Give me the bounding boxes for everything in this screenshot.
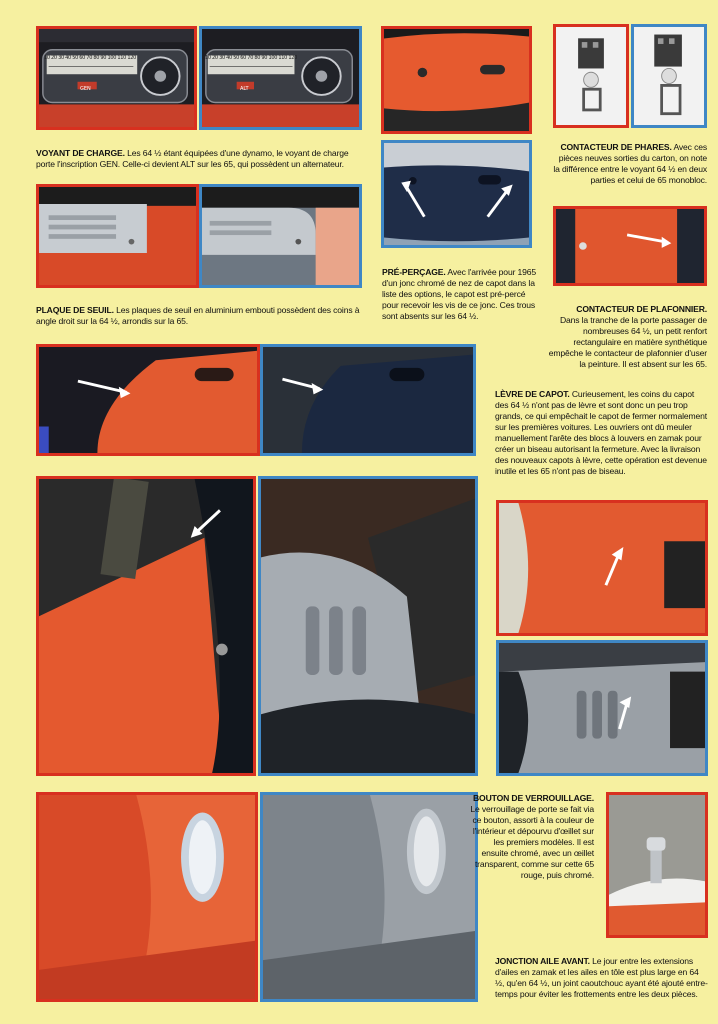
- photo-hood-lip-64: [36, 344, 260, 456]
- caption-phares-text: Avec ces pièces neuves sorties du carton, on note la différence entre le voyant 64 ½ en deux parties et celui de 65 monobloc.: [553, 142, 707, 185]
- photo-lock-button: [606, 792, 708, 938]
- photo-headlight-switch-65: [631, 24, 707, 128]
- caption-phares-title: CONTACTEUR DE PHARES.: [560, 142, 672, 152]
- caption-levre-title: LÈVRE DE CAPOT.: [495, 389, 570, 399]
- gauge-scale-64: 10 20 30 40 50 60 70 80 90 100 110 120: [44, 55, 136, 61]
- gauge-tag-64: GEN: [80, 86, 91, 92]
- caption-percage-title: PRÉ-PERÇAGE.: [382, 267, 446, 277]
- photo-louver-corner-64: [496, 500, 708, 636]
- photo-fender-junction-65: [260, 792, 478, 1002]
- photo-louver-65: [258, 476, 478, 776]
- caption-contacteur-plafonnier: [548, 304, 707, 370]
- caption-plafonnier-text: Dans la tranche de la porte passager de nombreuses 64 ½, un petit renfort rectangulaire en matière synthétique empêche le contacteur de plafonnier d'user la peinture. Il est absent sur les 65.: [548, 315, 707, 369]
- gauge-tag-65: ALT: [240, 86, 249, 92]
- photo-dashboard-64: [36, 26, 197, 130]
- caption-levre-de-capot: [495, 389, 709, 477]
- photo-louver-corner-65: [496, 640, 708, 776]
- photo-hood-predrilled-65: [381, 26, 532, 134]
- photo-fender-junction-64: [36, 792, 258, 1002]
- photo-hood-lip-65: [260, 344, 476, 456]
- caption-voyant-de-charge: [36, 148, 366, 170]
- caption-bouton-verrouillage: [466, 793, 594, 881]
- photo-louver-64: [36, 476, 256, 776]
- caption-plaque-de-seuil: [36, 305, 366, 327]
- photo-dashboard-65: [199, 26, 362, 130]
- gauge-scale-65: 10 20 30 40 50 60 70 80 90 100 110 120: [205, 55, 297, 61]
- caption-pre-percage: [382, 267, 538, 322]
- caption-bouton-text: Le verrouillage de porte se fait via ce bouton, assorti à la couleur de l'intérieur et dépourvu d'œillet sur les premiers modèles. Il est ensuite chromé, avec un œillet transparent, comme sur cette 65 rouge, puis chromé.: [470, 804, 594, 880]
- caption-plaque-title: PLAQUE DE SEUIL.: [36, 305, 114, 315]
- caption-percage-text: Avec l'arrivée pour 1965 d'un jonc chromé de nez de capot dans la liste des options, le capot est pré-percé pour recevoir les vis de ce jonc. Ces trous sont absents sur les 64 ½.: [382, 267, 537, 321]
- photo-sill-plate-64: [36, 184, 199, 288]
- caption-voyant-title: VOYANT DE CHARGE.: [36, 148, 125, 158]
- photo-courtesy-switch: [553, 206, 707, 286]
- caption-plaque-text: Les plaques de seuil en aluminium embouti possèdent des coins à angle droit sur la 64 ½, arrondis sur la 65.: [36, 305, 360, 326]
- caption-levre-text: Curieusement, les coins du capot des 64 ½ n'ont pas de lèvre et sont donc un peu trop grands, ce qui empêchait le capot de fermer normalement sur les premières voitures. Les ouvriers ont dû meuler manuellement l'arête des blocs à louvers en zamak pour créer un biseau autorisant la fermeture. Avec la livraison des nouveaux capots à lèvre, cette opération est devenue inutile et les 65 n'ont pas de biseau.: [495, 389, 707, 476]
- caption-bouton-title: BOUTON DE VERROUILLAGE.: [472, 793, 594, 803]
- caption-jonction-aile-avant: [495, 956, 709, 1000]
- caption-plafonnier-title: CONTACTEUR DE PLAFONNIER.: [576, 304, 707, 314]
- photo-headlight-switch-64: [553, 24, 629, 128]
- caption-contacteur-phares: [551, 142, 707, 186]
- photo-hood-64: [381, 140, 532, 248]
- caption-voyant-text: Les 64 ½ étant équipées d'une dynamo, le voyant de charge porte l'inscription GEN. Celle-ci devient ALT sur les 65, qui possèdent un alternateur.: [36, 148, 349, 169]
- caption-jonction-text: Le jour entre les extensions d'ailes en zamak et les ailes en tôle est plus large en 64 ½, qu'en 64 ½, un joint caoutchouc ayant été ajouté entre-temps pour éviter les frottements entre les deux pièces.: [495, 956, 708, 999]
- caption-jonction-title: JONCTION AILE AVANT.: [495, 956, 590, 966]
- photo-sill-plate-65: [199, 184, 362, 288]
